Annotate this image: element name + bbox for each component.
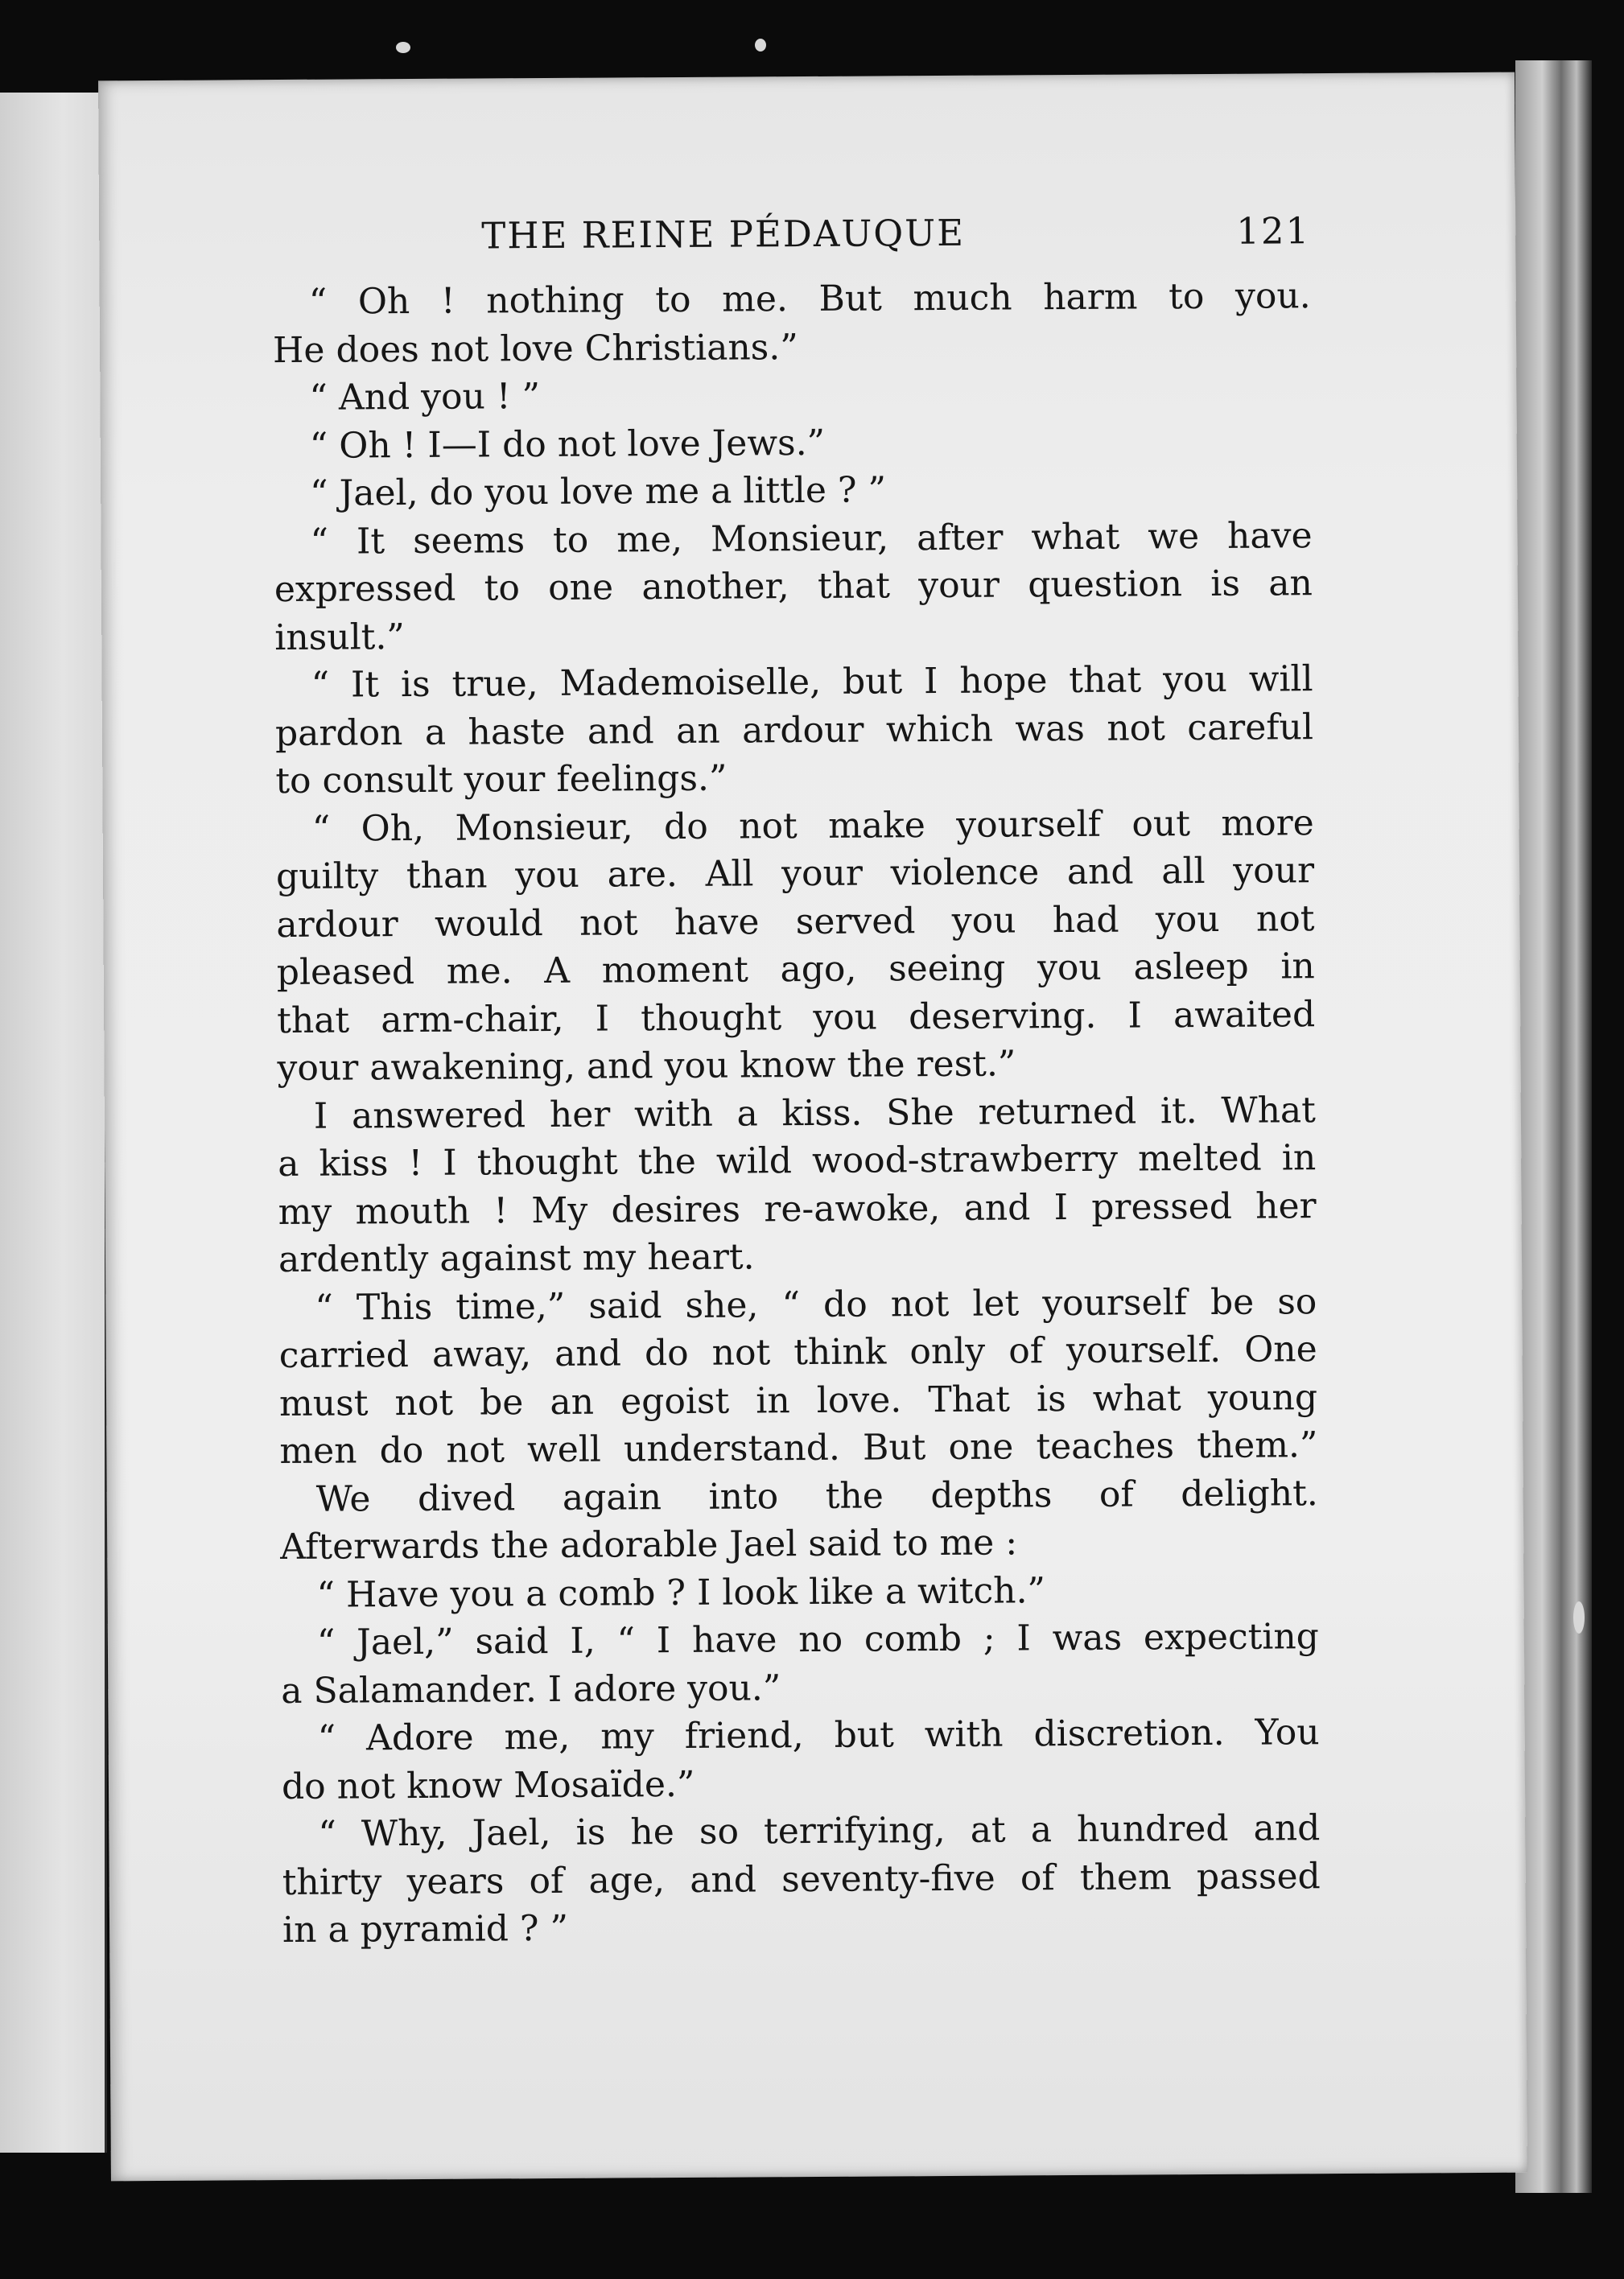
- text-line: “ It seems to me, Monsieur, after what we have: [310, 514, 1313, 563]
- text-line: carried away, and do not think only of yourself. One: [278, 1329, 1317, 1377]
- text-line: to consult your feelings.”: [275, 757, 728, 802]
- text-line: “ Have you a comb ? I look like a witch.”: [316, 1569, 1046, 1616]
- text-line: must not be an egoist in love. That is what young: [278, 1376, 1318, 1424]
- text-line: thirty years of age, and seventy-five of them passed: [282, 1855, 1321, 1903]
- page-header: [272, 206, 1310, 278]
- text-line: pleased me. A moment ago, seeing you asleep in: [276, 946, 1315, 994]
- page-text: [272, 206, 1321, 1954]
- text-line: “ Oh, Monsieur, do not make yourself out more: [311, 802, 1314, 850]
- text-line: in a pyramid ? ”: [282, 1907, 569, 1951]
- text-line: guilty than you are. All your violence and all your: [275, 850, 1315, 898]
- text-line: “ And you ! ”: [309, 376, 541, 418]
- text-line: “ It is true, Mademoiselle, but I hope that you will: [311, 658, 1313, 706]
- text-line: I answered her with a kiss. She returned it. What: [313, 1089, 1317, 1137]
- text-line: Afterwards the adorable Jael said to me :: [280, 1522, 1018, 1568]
- text-line: expressed to one another, that your question is an: [274, 563, 1313, 611]
- running-head: THE REINE PÉDAUQUE: [481, 211, 966, 258]
- text-line: a Salamander. I adore you.”: [281, 1667, 781, 1712]
- text-line: He does not love Christians.”: [272, 326, 798, 371]
- text-line: a kiss ! I thought the wild wood-strawberry melted in: [278, 1137, 1317, 1185]
- text-line: “ Jael, do you love me a little ? ”: [310, 469, 887, 514]
- text-line: your awakening, and you know the rest.”: [277, 1043, 1016, 1090]
- text-line: “ Oh ! nothing to me. But much harm to you.: [308, 275, 1311, 323]
- text-line: that arm-chair, I thought you deserving. I awaited: [277, 993, 1316, 1041]
- dust-speck: [755, 39, 766, 52]
- dust-speck: [1573, 1601, 1585, 1634]
- text-line: “ Adore me, my friend, but with discretion. You: [317, 1712, 1320, 1759]
- text-line: “ Oh ! I—I do not love Jews.”: [309, 422, 826, 467]
- text-line: ardently against my heart.: [278, 1236, 755, 1281]
- text-line: We dived again into the depths of delight.: [315, 1472, 1318, 1520]
- dust-speck: [396, 42, 410, 53]
- book-page: [98, 72, 1527, 2182]
- text-line: pardon a haste and an ardour which was not careful: [274, 706, 1314, 754]
- facing-page-edge: [0, 93, 107, 2153]
- text-line: men do not well understand. But one teaches them.”: [279, 1424, 1318, 1473]
- text-line: “ Jael,” said I, “ I have no comb ; I was expecting: [316, 1616, 1320, 1663]
- text-line: insult.”: [274, 616, 405, 658]
- text-line: “ Why, Jael, is he so terrifying, at a hundred and: [318, 1807, 1321, 1855]
- text-line: my mouth ! My desires re-awoke, and I pressed her: [278, 1185, 1317, 1233]
- text-line: “ This time,” said she, “ do not let yourself be so: [315, 1280, 1317, 1329]
- page-stack-edge: [1515, 60, 1592, 2193]
- text-line: ardour would not have served you had you not: [276, 897, 1315, 946]
- text-line: do not know Mosaïde.”: [281, 1763, 695, 1807]
- page-number: 121: [1236, 209, 1311, 253]
